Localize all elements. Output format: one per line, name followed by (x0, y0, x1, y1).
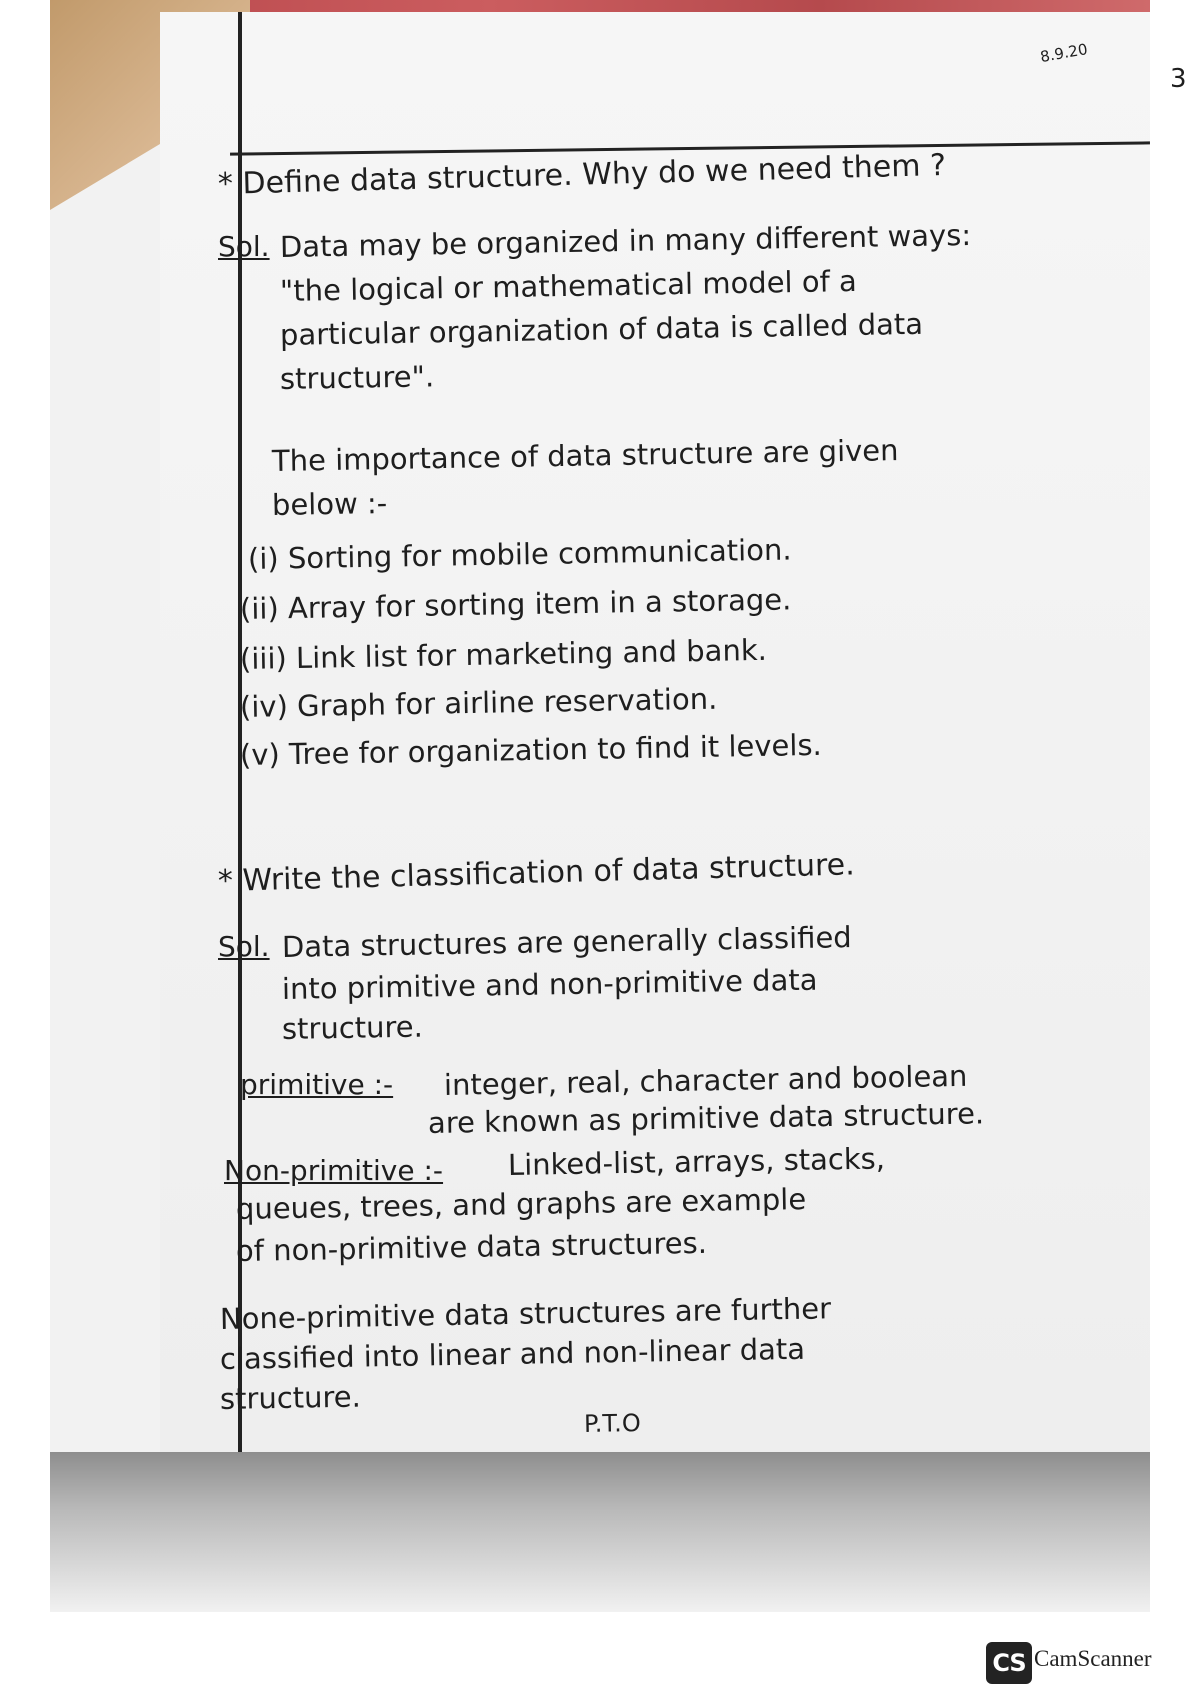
camscanner-watermark: CamScanner (1034, 1646, 1152, 1671)
primitive-line-1: integer, real, character and boolean (443, 1058, 968, 1102)
page-number: 3 (1170, 64, 1187, 94)
header-line (230, 141, 1150, 155)
date: 8.9.20 (1038, 39, 1089, 67)
point-3: (iii) Link list for marketing and bank. (239, 632, 768, 676)
sol-label-1: Sol. (218, 230, 270, 263)
answer-1-line-1: Data may be organized in many different ways: (279, 217, 972, 264)
point-4: (iv) Graph for airline reservation. (239, 681, 718, 724)
primitive-label: primitive :- (240, 1068, 394, 1101)
notebook-page (160, 12, 1187, 1452)
answer-1-line-4: structure". (279, 359, 435, 396)
further-line-2: classified into linear and non-linear data (219, 1331, 806, 1376)
nonprimitive-label: Non-primitive :- (224, 1154, 444, 1187)
importance-intro-line-2: below :- (271, 485, 388, 522)
answer-2-line-1: Data structures are generally classified (281, 920, 852, 964)
point-1: (i) Sorting for mobile communication. (247, 532, 792, 576)
page-bottom-shadow (50, 1452, 1150, 1612)
pto-note: P.T.O (583, 1409, 641, 1438)
nonprimitive-line-2: queues, trees, and graphs are example (235, 1182, 807, 1226)
question-2-title: * Write the classification of data structure. (217, 847, 856, 899)
primitive-line-2: are known as primitive data structure. (427, 1096, 985, 1140)
further-line-1: None-primitive data structures are further (219, 1291, 832, 1336)
question-1-title: * Define data structure. Why do we need them ? (217, 147, 947, 202)
sol-label-2: Sol. (218, 930, 270, 963)
nonprimitive-line-3: of non-primitive data structures. (235, 1225, 708, 1268)
importance-intro-line-1: The importance of data structure are given (271, 433, 899, 478)
nonprimitive-line-1: Linked-list, arrays, stacks, (507, 1141, 886, 1182)
point-2: (ii) Array for sorting item in a storage. (239, 582, 792, 626)
answer-2-line-3: structure. (281, 1009, 424, 1046)
further-line-3: structure. (219, 1379, 362, 1416)
answer-1-line-3: particular organization of data is called data (279, 306, 924, 352)
point-5: (v) Tree for organization to find it levels. (239, 727, 823, 772)
answer-2-line-2: into primitive and non-primitive data (281, 962, 818, 1006)
scanned-photo (50, 0, 1187, 1612)
camscanner-logo-icon: CS (986, 1642, 1032, 1684)
answer-1-line-2: "the logical or mathematical model of a (279, 263, 858, 308)
